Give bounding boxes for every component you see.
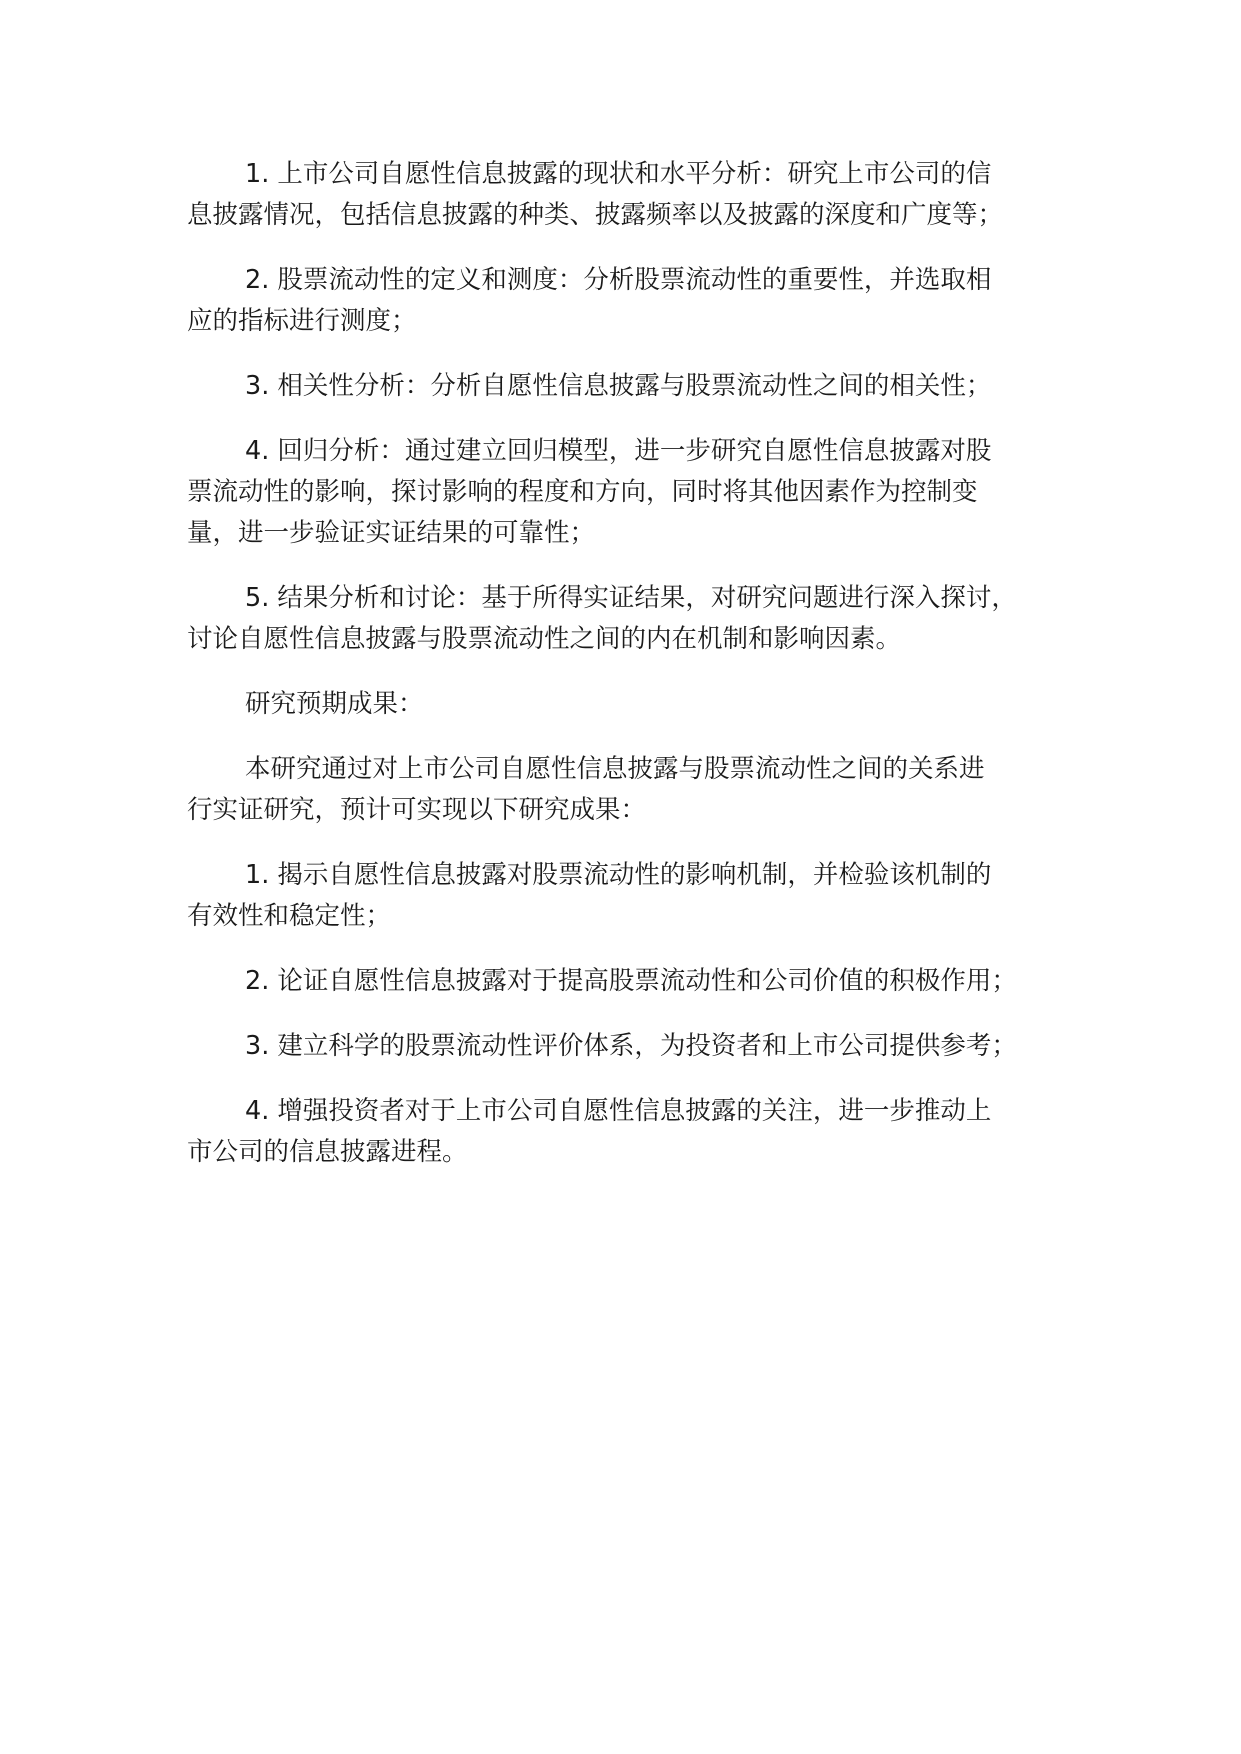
paragraph-line: 本研究通过对上市公司自愿性信息披露与股票流动性之间的关系进 <box>245 754 985 784</box>
paragraph-item-2 <box>187 260 1077 342</box>
paragraph-line: 1. 揭示自愿性信息披露对股票流动性的影响机制，并检验该机制的 <box>245 860 992 890</box>
paragraph-line: 市公司的信息披露进程。 <box>187 1137 468 1167</box>
paragraph-line: 有效性和稳定性； <box>187 901 392 931</box>
paragraph-line: 票流动性的影响，探讨影响的程度和方向，同时将其他因素作为控制变 <box>187 477 978 507</box>
paragraph-line: 应的指标进行测度； <box>187 306 417 336</box>
paragraph-item-3 <box>187 366 1077 407</box>
paragraph-line: 1. 上市公司自愿性信息披露的现状和水平分析：研究上市公司的信 <box>245 159 992 189</box>
paragraph-line: 2. 论证自愿性信息披露对于提高股票流动性和公司价值的积极作用； <box>245 966 1017 996</box>
paragraph-item-1 <box>187 154 1077 236</box>
result-item-2 <box>187 961 1077 1002</box>
paragraph-intro <box>187 749 1077 831</box>
paragraph-line: 5. 结果分析和讨论：基于所得实证结果，对研究问题进行深入探讨， <box>245 583 1017 613</box>
section-heading-expected-results <box>187 684 1077 725</box>
result-item-3 <box>187 1026 1077 1067</box>
paragraph-line: 3. 相关性分析：分析自愿性信息披露与股票流动性之间的相关性； <box>245 371 992 401</box>
document-body <box>187 154 1077 1197</box>
paragraph-line: 研究预期成果： <box>245 689 424 719</box>
paragraph-line: 4. 增强投资者对于上市公司自愿性信息披露的关注，进一步推动上 <box>245 1096 992 1126</box>
paragraph-line: 行实证研究，预计可实现以下研究成果： <box>187 795 647 825</box>
paragraph-item-5 <box>187 578 1077 660</box>
paragraph-line: 讨论自愿性信息披露与股票流动性之间的内在机制和影响因素。 <box>187 624 902 654</box>
paragraph-line: 2. 股票流动性的定义和测度：分析股票流动性的重要性，并选取相 <box>245 265 992 295</box>
paragraph-line: 息披露情况，包括信息披露的种类、披露频率以及披露的深度和广度等； <box>187 200 1004 230</box>
result-item-4 <box>187 1091 1077 1173</box>
paragraph-line: 4. 回归分析：通过建立回归模型，进一步研究自愿性信息披露对股 <box>245 436 992 466</box>
paragraph-line: 3. 建立科学的股票流动性评价体系，为投资者和上市公司提供参考； <box>245 1031 1017 1061</box>
result-item-1 <box>187 855 1077 937</box>
paragraph-line: 量，进一步验证实证结果的可靠性； <box>187 518 596 548</box>
paragraph-item-4 <box>187 431 1077 554</box>
